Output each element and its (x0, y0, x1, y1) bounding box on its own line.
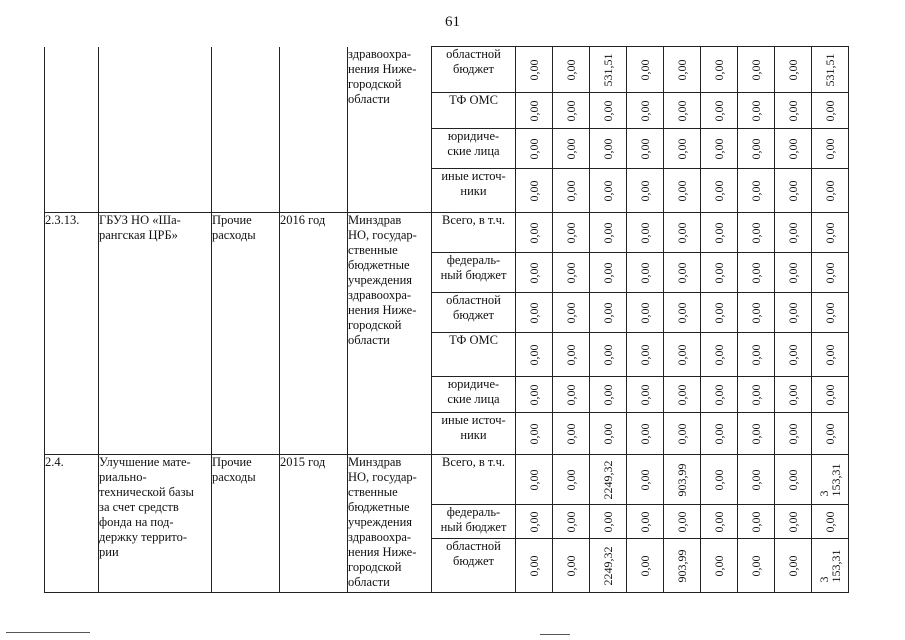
value-text: 0,00 (638, 344, 652, 365)
value-cell (701, 413, 738, 455)
value-cell (775, 455, 812, 505)
value-cell (627, 377, 664, 413)
table-row (45, 455, 849, 505)
value-text: 0,00 (823, 138, 837, 159)
value-text: 0,00 (601, 138, 615, 159)
source-cell: иные источ- ники (432, 169, 516, 213)
source-cell: Всего, в т.ч. (432, 213, 516, 253)
value-cell (627, 169, 664, 213)
value-text: 0,00 (749, 423, 763, 444)
value-text: 0,00 (749, 262, 763, 283)
value-cell (627, 47, 664, 93)
value-cell (553, 47, 590, 93)
value-text: 0,00 (712, 511, 726, 532)
source-cell: ТФ ОМС (432, 93, 516, 129)
value-cell (812, 253, 849, 293)
value-text: 0,00 (712, 302, 726, 323)
item-number: 2.4. (45, 455, 99, 593)
footer-rule-left (6, 632, 90, 633)
value-cell (590, 505, 627, 539)
value-cell (775, 93, 812, 129)
empty-cell (212, 47, 280, 213)
value-cell (516, 47, 553, 93)
value-cell (590, 413, 627, 455)
value-text: 0,00 (527, 555, 541, 576)
value-text: 0,00 (601, 344, 615, 365)
value-cell (738, 455, 775, 505)
value-cell (590, 253, 627, 293)
value-text: 0,00 (675, 138, 689, 159)
source-cell: иные источ- ники (432, 413, 516, 455)
value-cell (553, 455, 590, 505)
value-text: 0,00 (564, 262, 578, 283)
value-cell (775, 253, 812, 293)
value-text: 0,00 (601, 511, 615, 532)
value-cell (516, 129, 553, 169)
value-text: 903,99 (675, 463, 689, 496)
value-cell (590, 47, 627, 93)
value-text: 0,00 (675, 180, 689, 201)
value-cell (627, 333, 664, 377)
value-text: 0,00 (527, 469, 541, 490)
value-cell (553, 169, 590, 213)
value-text: 0,00 (675, 511, 689, 532)
value-text: 0,00 (675, 222, 689, 243)
value-cell (627, 505, 664, 539)
value-text: 0,00 (564, 302, 578, 323)
value-cell (516, 333, 553, 377)
value-cell (516, 93, 553, 129)
value-cell (516, 253, 553, 293)
value-cell (738, 333, 775, 377)
value-text: 3 153,31 (817, 549, 843, 582)
value-text: 0,00 (564, 555, 578, 576)
value-text: 0,00 (638, 302, 652, 323)
value-cell (590, 377, 627, 413)
value-cell (664, 413, 701, 455)
item-year: 2015 год (280, 455, 348, 593)
value-cell (664, 213, 701, 253)
value-text: 0,00 (527, 423, 541, 444)
value-cell (738, 505, 775, 539)
value-cell (812, 377, 849, 413)
value-text: 0,00 (712, 344, 726, 365)
value-text: 0,00 (527, 138, 541, 159)
value-cell (775, 333, 812, 377)
value-text: 0,00 (601, 423, 615, 444)
value-text: 0,00 (749, 384, 763, 405)
value-cell (738, 293, 775, 333)
value-cell (812, 505, 849, 539)
value-cell (775, 169, 812, 213)
table-row (45, 213, 849, 253)
value-cell (553, 129, 590, 169)
value-cell (701, 169, 738, 213)
value-text: 0,00 (601, 384, 615, 405)
value-cell (812, 293, 849, 333)
value-text: 0,00 (564, 138, 578, 159)
value-cell (664, 47, 701, 93)
source-cell: юридиче- ские лица (432, 377, 516, 413)
value-text: 0,00 (749, 511, 763, 532)
value-text: 0,00 (601, 180, 615, 201)
value-cell (516, 293, 553, 333)
value-text: 0,00 (527, 222, 541, 243)
value-text: 0,00 (823, 222, 837, 243)
value-cell (516, 213, 553, 253)
value-cell (553, 539, 590, 593)
value-text: 0,00 (638, 138, 652, 159)
value-text: 903,99 (675, 549, 689, 582)
value-cell (812, 413, 849, 455)
value-text: 531,51 (823, 53, 837, 86)
value-cell (812, 333, 849, 377)
value-cell (590, 129, 627, 169)
value-cell (664, 377, 701, 413)
value-cell (516, 377, 553, 413)
value-text: 0,00 (823, 423, 837, 444)
value-text: 0,00 (786, 302, 800, 323)
value-text: 0,00 (601, 302, 615, 323)
value-cell (516, 413, 553, 455)
value-cell (627, 213, 664, 253)
item-name: Улучшение мате- риально- технической базы за счет средств фонда на под- держку террито- рии (99, 455, 212, 593)
value-text: 0,00 (675, 384, 689, 405)
value-cell (812, 129, 849, 169)
value-text: 0,00 (638, 423, 652, 444)
value-text: 0,00 (527, 100, 541, 121)
value-text: 0,00 (749, 59, 763, 80)
source-cell: ТФ ОМС (432, 333, 516, 377)
value-cell (627, 129, 664, 169)
value-cell (516, 455, 553, 505)
value-cell (664, 129, 701, 169)
executor-cell: Минздрав НО, государ- ственные бюджетные учреждения здравоохра- нения Ниже- городской области (348, 213, 432, 455)
value-text: 0,00 (786, 469, 800, 490)
value-cell (664, 253, 701, 293)
empty-cell (280, 47, 348, 213)
value-text: 0,00 (712, 100, 726, 121)
value-text: 0,00 (749, 469, 763, 490)
value-text: 0,00 (712, 384, 726, 405)
value-text: 0,00 (564, 59, 578, 80)
value-cell (738, 539, 775, 593)
value-cell (701, 93, 738, 129)
value-cell (701, 377, 738, 413)
table-row (45, 47, 849, 93)
value-text: 0,00 (638, 469, 652, 490)
value-cell (664, 333, 701, 377)
value-cell (775, 213, 812, 253)
value-text: 0,00 (786, 344, 800, 365)
value-text: 0,00 (564, 222, 578, 243)
value-text: 0,00 (564, 384, 578, 405)
value-text: 0,00 (638, 100, 652, 121)
value-cell (775, 129, 812, 169)
value-text: 0,00 (749, 222, 763, 243)
value-cell (516, 505, 553, 539)
value-text: 0,00 (527, 262, 541, 283)
value-text: 0,00 (564, 344, 578, 365)
value-cell (775, 539, 812, 593)
value-cell (738, 213, 775, 253)
source-cell: областной бюджет (432, 539, 516, 593)
value-text: 0,00 (823, 262, 837, 283)
value-text: 0,00 (638, 511, 652, 532)
value-text: 0,00 (601, 222, 615, 243)
value-cell (590, 333, 627, 377)
empty-cell (99, 47, 212, 213)
value-cell (553, 505, 590, 539)
value-cell (812, 169, 849, 213)
value-cell (738, 413, 775, 455)
value-text: 0,00 (786, 262, 800, 283)
value-cell (664, 293, 701, 333)
value-text: 0,00 (823, 180, 837, 201)
value-cell (738, 129, 775, 169)
value-text: 0,00 (564, 423, 578, 444)
value-text: 0,00 (823, 344, 837, 365)
value-text: 0,00 (527, 344, 541, 365)
empty-cell (45, 47, 99, 213)
value-cell (627, 253, 664, 293)
value-text: 2249,32 (601, 546, 615, 585)
value-cell (701, 333, 738, 377)
value-text: 0,00 (749, 180, 763, 201)
value-text: 0,00 (712, 555, 726, 576)
value-text: 0,00 (564, 100, 578, 121)
value-text: 0,00 (749, 555, 763, 576)
value-cell (775, 377, 812, 413)
value-text: 0,00 (786, 138, 800, 159)
value-text: 0,00 (527, 180, 541, 201)
value-cell (553, 213, 590, 253)
value-text: 0,00 (564, 511, 578, 532)
value-text: 0,00 (564, 180, 578, 201)
value-text: 531,51 (601, 53, 615, 86)
value-text: 0,00 (527, 384, 541, 405)
value-cell (553, 333, 590, 377)
value-text: 0,00 (638, 262, 652, 283)
value-cell (590, 455, 627, 505)
value-text: 0,00 (712, 138, 726, 159)
value-cell (812, 213, 849, 253)
value-text: 0,00 (675, 59, 689, 80)
source-cell: федераль- ный бюджет (432, 505, 516, 539)
value-cell (812, 455, 849, 505)
value-text: 0,00 (527, 302, 541, 323)
value-cell (664, 505, 701, 539)
value-cell (701, 505, 738, 539)
value-text: 0,00 (786, 100, 800, 121)
value-text: 0,00 (638, 180, 652, 201)
value-cell (627, 93, 664, 129)
value-cell (701, 455, 738, 505)
value-cell (516, 539, 553, 593)
source-cell: Всего, в т.ч. (432, 455, 516, 505)
expense-type: Прочие расходы (212, 213, 280, 455)
value-cell (664, 539, 701, 593)
value-text: 0,00 (786, 423, 800, 444)
value-text: 0,00 (601, 100, 615, 121)
value-text: 0,00 (749, 302, 763, 323)
value-text: 0,00 (823, 302, 837, 323)
value-cell (701, 253, 738, 293)
value-text: 0,00 (675, 100, 689, 121)
value-cell (701, 47, 738, 93)
value-text: 0,00 (638, 59, 652, 80)
value-text: 0,00 (712, 423, 726, 444)
value-cell (553, 253, 590, 293)
value-text: 0,00 (638, 555, 652, 576)
item-year: 2016 год (280, 213, 348, 455)
value-text: 0,00 (749, 344, 763, 365)
value-text: 2249,32 (601, 460, 615, 499)
value-cell (664, 93, 701, 129)
value-text: 0,00 (786, 384, 800, 405)
value-cell (590, 539, 627, 593)
source-cell: областной бюджет (432, 47, 516, 93)
value-cell (590, 169, 627, 213)
value-cell (590, 293, 627, 333)
value-text: 0,00 (675, 262, 689, 283)
source-cell: федераль- ный бюджет (432, 253, 516, 293)
financing-table (44, 46, 849, 593)
value-cell (627, 455, 664, 505)
value-cell (627, 413, 664, 455)
executor-cell: Минздрав НО, государ- ственные бюджетные учреждения здравоохра- нения Ниже- городской области (348, 455, 432, 593)
value-text: 0,00 (823, 511, 837, 532)
value-cell (701, 539, 738, 593)
value-cell (664, 455, 701, 505)
value-cell (812, 539, 849, 593)
value-text: 0,00 (675, 344, 689, 365)
value-text: 0,00 (712, 262, 726, 283)
value-text: 0,00 (786, 511, 800, 532)
value-text: 3 153,31 (817, 463, 843, 496)
item-name: ГБУЗ НО «Ша- рангская ЦРБ» (99, 213, 212, 455)
value-text: 0,00 (749, 100, 763, 121)
footer-rule-mid (540, 634, 570, 635)
value-cell (590, 213, 627, 253)
value-cell (664, 169, 701, 213)
value-cell (738, 93, 775, 129)
value-text: 0,00 (638, 222, 652, 243)
value-text: 0,00 (712, 469, 726, 490)
value-text: 0,00 (823, 384, 837, 405)
value-cell (516, 169, 553, 213)
value-cell (775, 47, 812, 93)
value-text: 0,00 (712, 59, 726, 80)
value-cell (738, 253, 775, 293)
value-text: 0,00 (786, 222, 800, 243)
value-cell (553, 377, 590, 413)
value-text: 0,00 (712, 180, 726, 201)
value-text: 0,00 (675, 302, 689, 323)
value-text: 0,00 (601, 262, 615, 283)
executor-cell: здравоохра- нения Ниже- городской области (348, 47, 432, 213)
value-cell (553, 293, 590, 333)
value-text: 0,00 (527, 59, 541, 80)
value-cell (701, 213, 738, 253)
value-cell (627, 293, 664, 333)
value-cell (627, 539, 664, 593)
value-text: 0,00 (638, 384, 652, 405)
value-cell (701, 129, 738, 169)
expense-type: Прочие расходы (212, 455, 280, 593)
value-cell (738, 377, 775, 413)
value-text: 0,00 (564, 469, 578, 490)
value-cell (775, 505, 812, 539)
value-text: 0,00 (675, 423, 689, 444)
value-text: 0,00 (527, 511, 541, 532)
value-cell (775, 293, 812, 333)
value-text: 0,00 (823, 100, 837, 121)
value-cell (553, 413, 590, 455)
value-text: 0,00 (786, 555, 800, 576)
value-cell (738, 47, 775, 93)
value-cell (590, 93, 627, 129)
value-cell (812, 47, 849, 93)
value-text: 0,00 (786, 180, 800, 201)
page-number: 61 (445, 14, 460, 30)
value-text: 0,00 (749, 138, 763, 159)
source-cell: юридиче- ские лица (432, 129, 516, 169)
value-cell (775, 413, 812, 455)
value-text: 0,00 (786, 59, 800, 80)
item-number: 2.3.13. (45, 213, 99, 455)
value-cell (738, 169, 775, 213)
value-cell (701, 293, 738, 333)
value-cell (812, 93, 849, 129)
source-cell: областной бюджет (432, 293, 516, 333)
value-text: 0,00 (712, 222, 726, 243)
value-cell (553, 93, 590, 129)
